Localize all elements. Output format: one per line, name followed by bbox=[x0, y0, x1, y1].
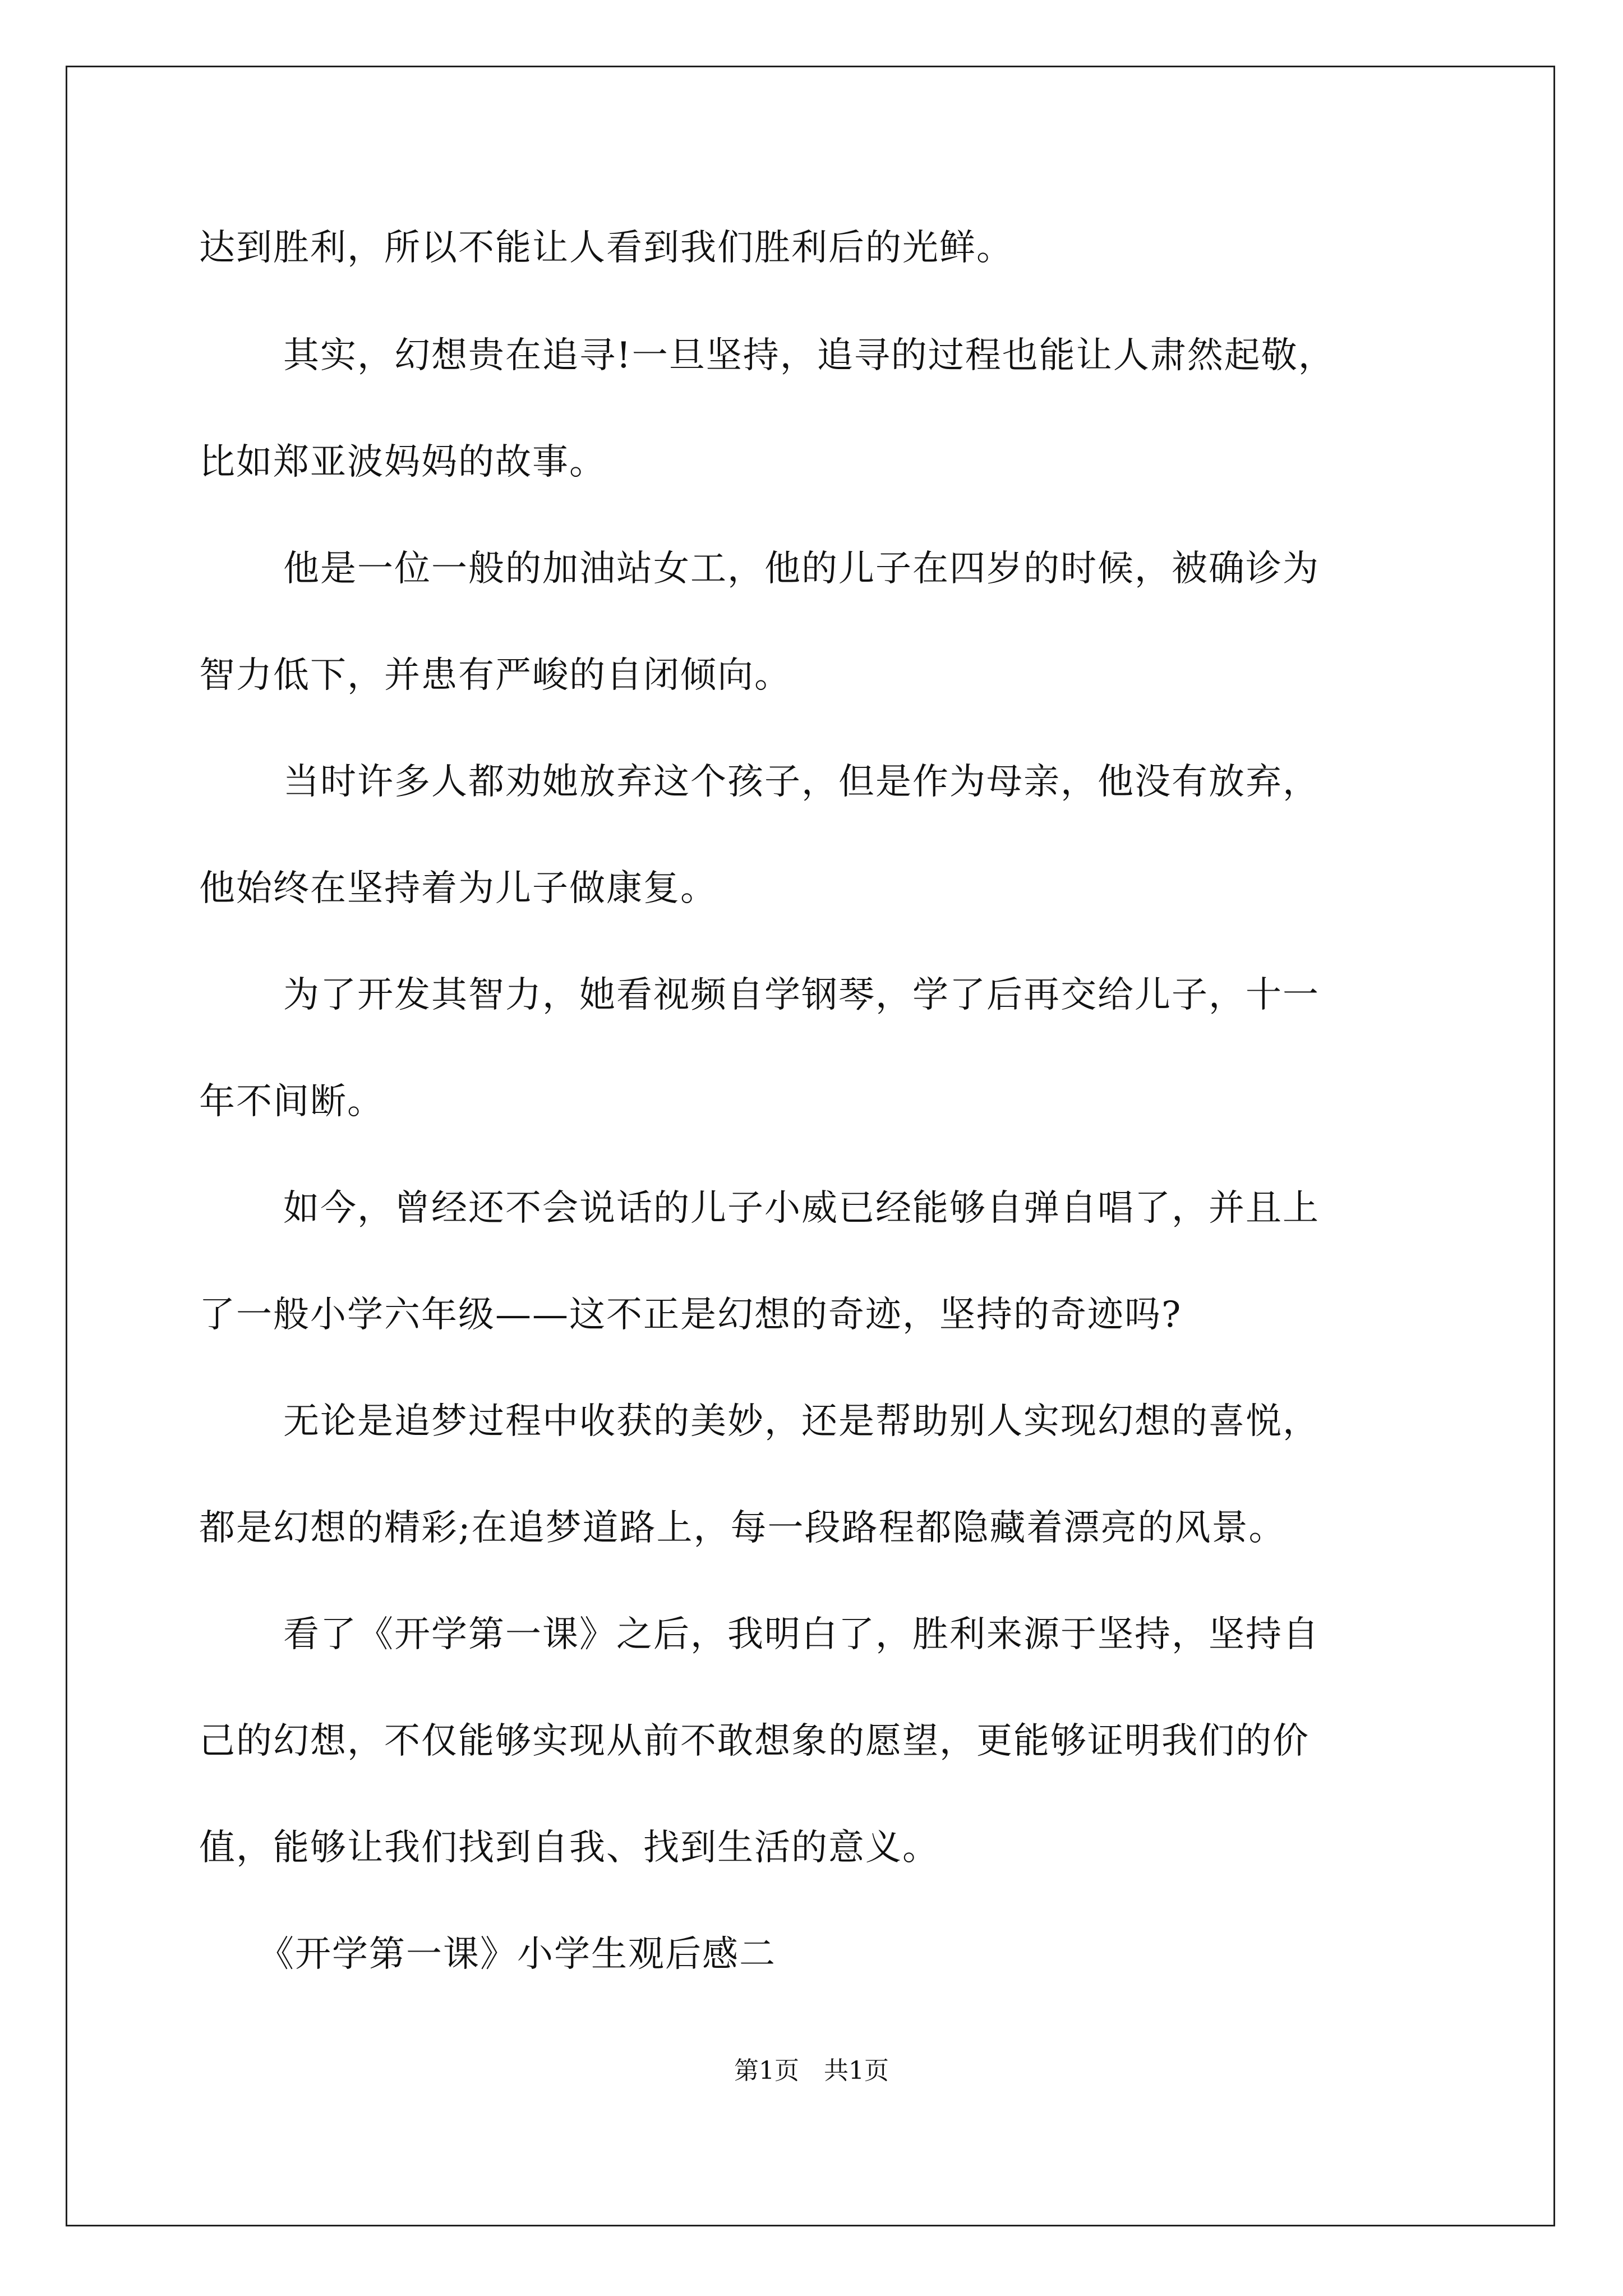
page-footer: 第1页 共1页 bbox=[734, 2056, 889, 2085]
page-border bbox=[66, 66, 1555, 2226]
paragraph-first-line: 为了开发其智力，她看视频自学钢琴，学了后再交给儿子，十一 bbox=[283, 974, 1320, 1016]
text-line: 他始终在坚持着为儿子做康复。 bbox=[199, 868, 717, 909]
paragraph-first-line: 如今，曾经还不会说话的儿子小威已经能够自弹自唱了，并且上 bbox=[283, 1188, 1320, 1229]
text-line: 比如郑亚波妈妈的故事。 bbox=[199, 441, 606, 483]
text-line: 己的幻想，不仅能够实现从前不敢想象的愿望，更能够证明我们的价 bbox=[199, 1720, 1310, 1762]
paragraph-first-line: 其实，幻想贵在追寻!一旦坚持，追寻的过程也能让人肃然起敬， bbox=[283, 335, 1335, 376]
text-line: 年不间断。 bbox=[199, 1081, 384, 1122]
text-line: 智力低下，并患有严峻的自闭倾向。 bbox=[199, 655, 791, 696]
text-line: 了一般小学六年级——这不正是幻想的奇迹，坚持的奇迹吗? bbox=[199, 1294, 1182, 1336]
paragraph-first-line: 看了《开学第一课》之后，我明白了，胜利来源于坚持，坚持自 bbox=[283, 1614, 1320, 1655]
section-heading: 《开学第一课》小学生观后感二 bbox=[258, 1934, 776, 1975]
paragraph-first-line: 他是一位一般的加油站女工，他的儿子在四岁的时候，被确诊为 bbox=[283, 548, 1320, 590]
paragraph-first-line: 无论是追梦过程中收获的美妙，还是帮助别人实现幻想的喜悦， bbox=[283, 1401, 1320, 1442]
text-line: 都是幻想的精彩;在追梦道路上，每一段路程都隐藏着漂亮的风景。 bbox=[199, 1507, 1286, 1549]
text-line: 值，能够让我们找到自我、找到生活的意义。 bbox=[199, 1827, 939, 1869]
paragraph-first-line: 当时许多人都劝她放弃这个孩子，但是作为母亲，他没有放弃， bbox=[283, 761, 1320, 803]
text-line: 达到胜利，所以不能让人看到我们胜利后的光鲜。 bbox=[199, 227, 1013, 269]
